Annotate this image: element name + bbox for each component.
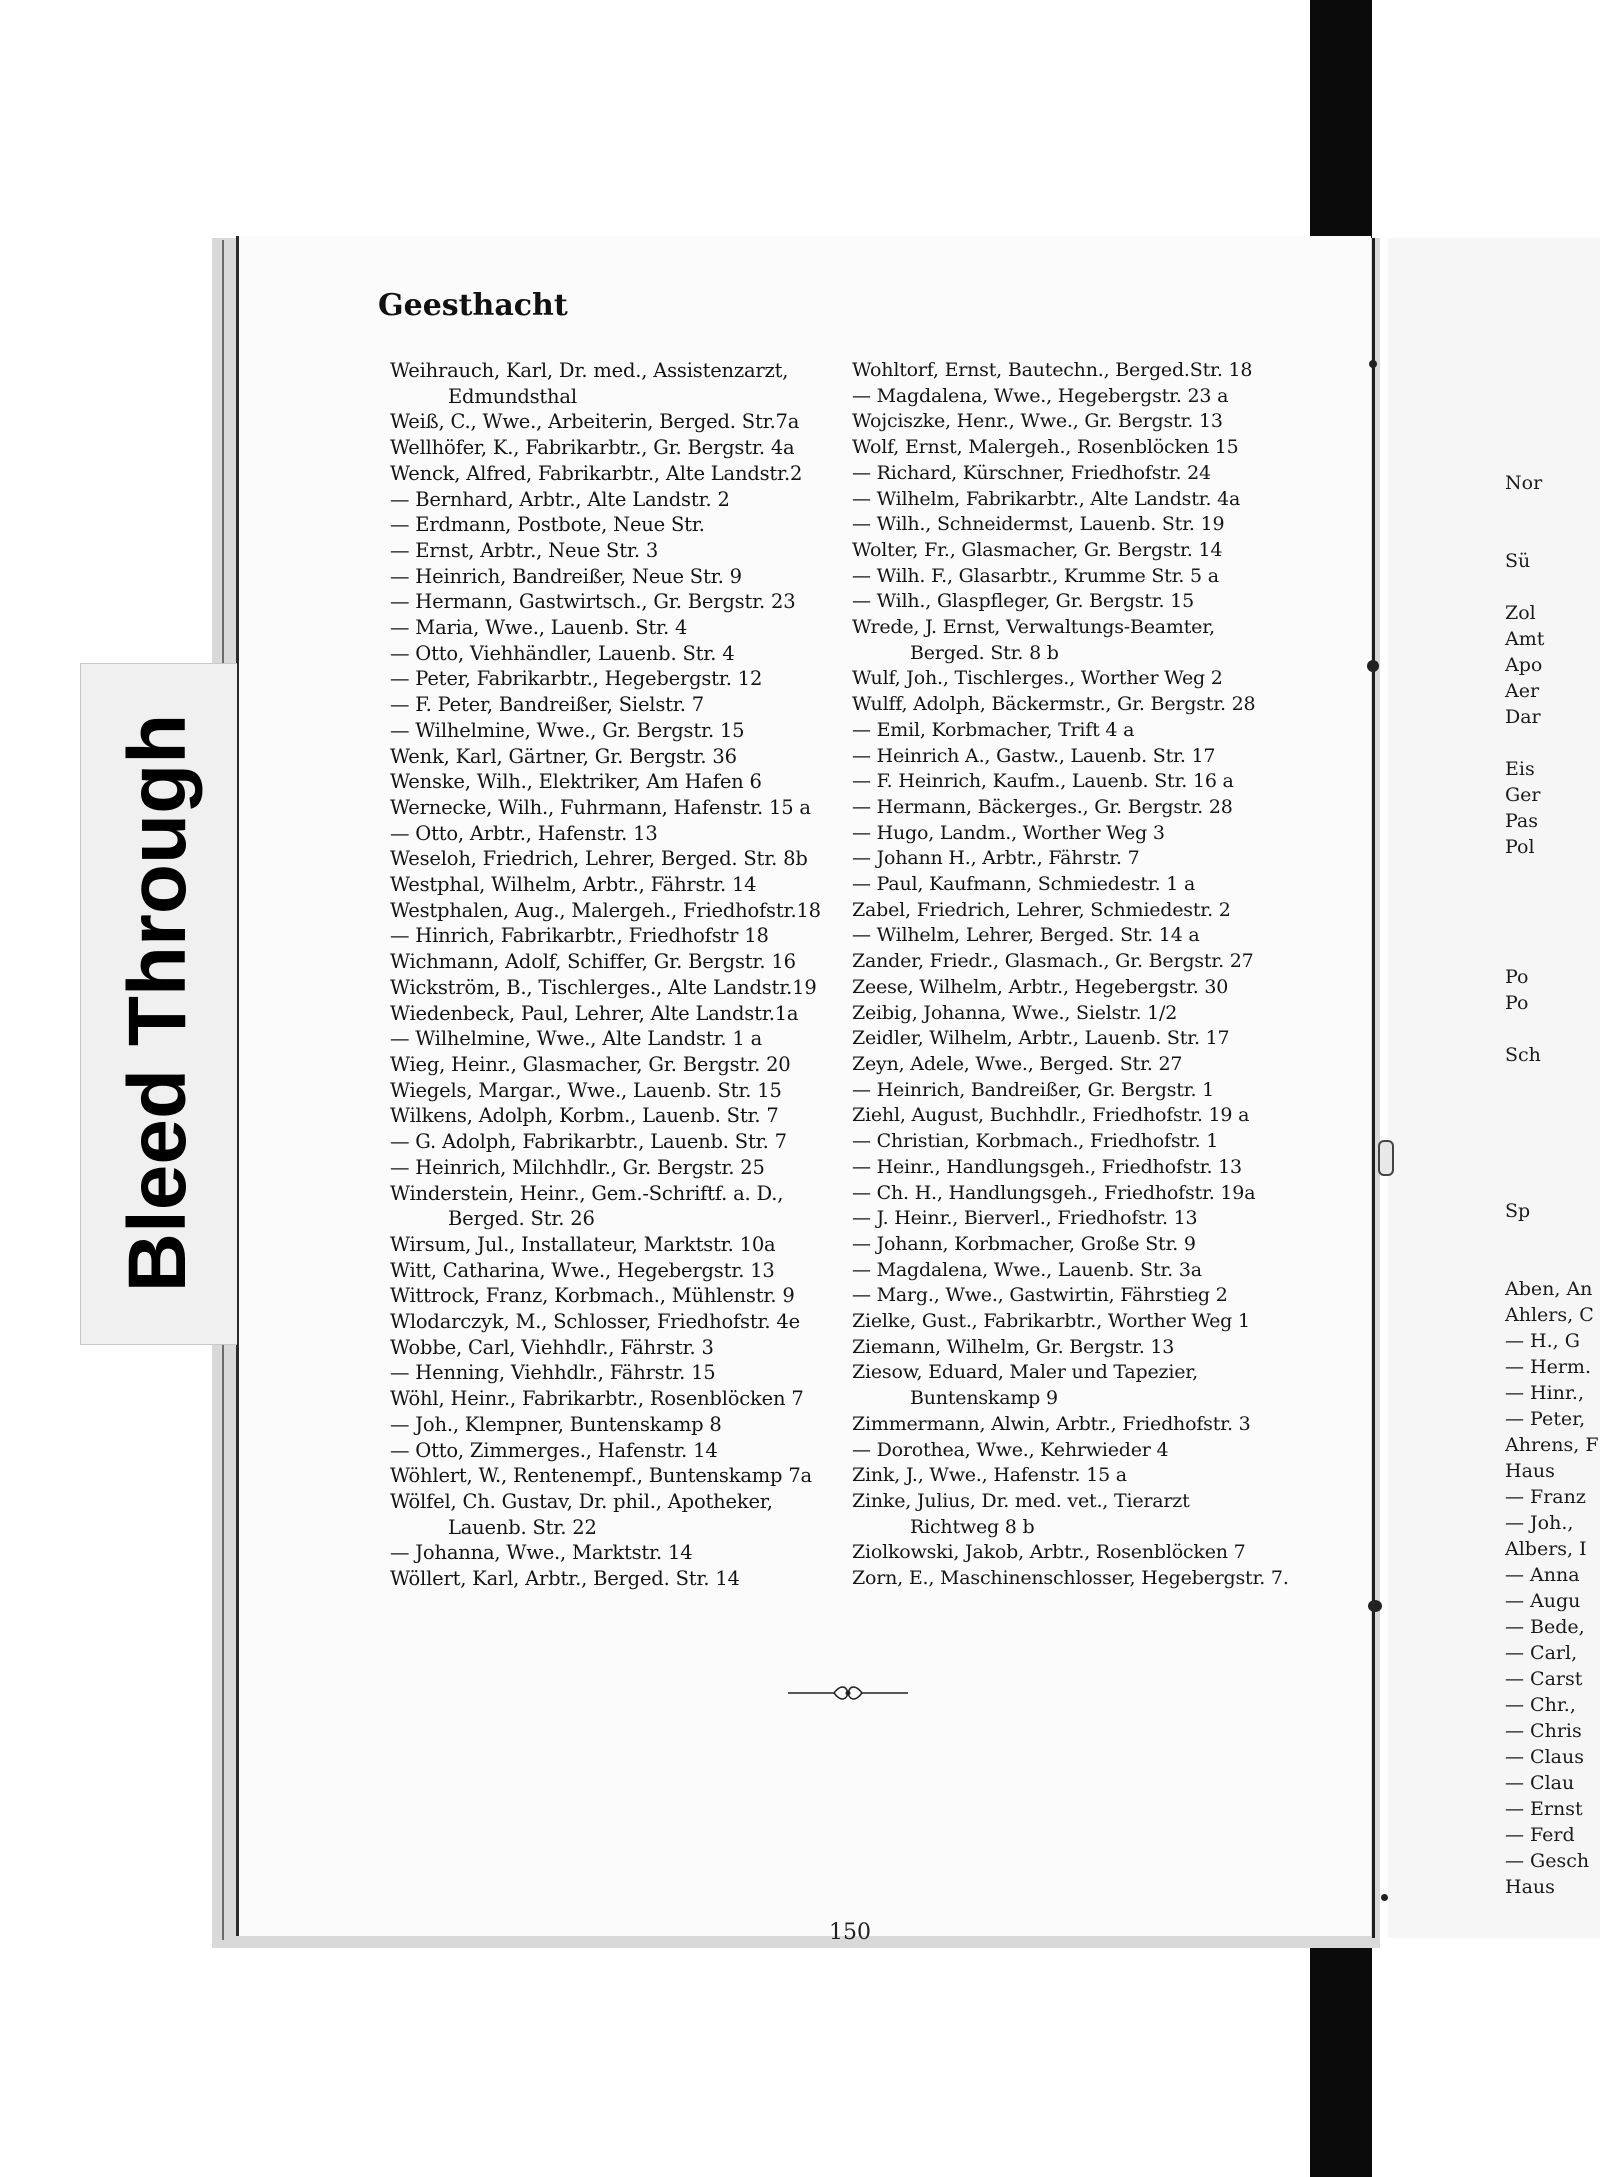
- directory-entry: Zimmermann, Alwin, Arbtr., Friedhofstr. 3: [852, 1412, 1251, 1435]
- directory-entry: — Ernst, Arbtr., Neue Str. 3: [390, 538, 659, 562]
- adjacent-page-line: — Herm.: [1505, 1356, 1591, 1378]
- directory-entry: — Hinrich, Fabrikarbtr., Friedhofstr 18: [390, 924, 769, 948]
- directory-entry: Ziehl, August, Buchhdlr., Friedhofstr. 19 a: [852, 1104, 1250, 1127]
- directory-entry: Lauenb. Str. 22: [448, 1515, 597, 1539]
- directory-entry: Westphalen, Aug., Malergeh., Friedhofstr.18: [390, 898, 821, 922]
- directory-entry: Wohltorf, Ernst, Bautechn., Berged.Str. 18: [852, 359, 1253, 381]
- directory-entry: Ziemann, Wilhelm, Gr. Bergstr. 13: [852, 1335, 1175, 1358]
- directory-entry: — Wilh., Schneidermst, Lauenb. Str. 19: [852, 513, 1225, 536]
- adjacent-page-line: — Chr.,: [1505, 1694, 1576, 1716]
- adjacent-page-line: Albers, I: [1505, 1538, 1587, 1560]
- directory-entry: Wöhlert, W., Rentenempf., Buntenskamp 7a: [390, 1464, 812, 1488]
- directory-entry: — Otto, Zimmerges., Hafenstr. 14: [390, 1438, 718, 1462]
- directory-entry: Wichmann, Adolf, Schiffer, Gr. Bergstr. 16: [390, 950, 796, 974]
- directory-entry: Westphal, Wilhelm, Arbtr., Fährstr. 14: [390, 873, 757, 897]
- directory-entry: Wellhöfer, K., Fabrikarbtr., Gr. Bergstr. 4a: [390, 436, 795, 460]
- adjacent-page-line: Po: [1505, 966, 1529, 988]
- directory-entry: Wieg, Heinr., Glasmacher, Gr. Bergstr. 20: [390, 1052, 791, 1076]
- directory-entry: Wolf, Ernst, Malergeh., Rosenblöcken 15: [852, 436, 1239, 459]
- adjacent-page-line: [1505, 522, 1600, 548]
- adjacent-page-line: Ahlers, C: [1505, 1304, 1594, 1326]
- directory-entry: Wulff, Adolph, Bäckermstr., Gr. Bergstr. 28: [852, 693, 1256, 716]
- directory-entry: — Heinrich A., Gastw., Lauenb. Str. 17: [852, 744, 1216, 767]
- directory-entry: — Wilh. F., Glasarbtr., Krumme Str. 5 a: [852, 564, 1219, 587]
- adjacent-page-line: Aben, An: [1505, 1278, 1593, 1300]
- scan-edge-bar-bottom: [1310, 1932, 1372, 2177]
- directory-entry: Zeidler, Wilhelm, Arbtr., Lauenb. Str. 17: [852, 1027, 1230, 1050]
- directory-entry: — Wilh., Glaspfleger, Gr. Bergstr. 15: [852, 590, 1195, 613]
- directory-entry: Winderstein, Heinr., Gem.-Schriftf. a. D.,: [390, 1181, 784, 1205]
- directory-entry: — Johann H., Arbtr., Fährstr. 7: [852, 847, 1140, 870]
- adjacent-page-line: — Bede,: [1505, 1616, 1585, 1638]
- directory-entry: Weihrauch, Karl, Dr. med., Assistenzarzt,: [390, 359, 789, 382]
- adjacent-page-line: Po: [1505, 992, 1529, 1014]
- adjacent-page-line: [1505, 938, 1600, 964]
- directory-entry: — Heinr., Handlungsgeh., Friedhofstr. 13: [852, 1155, 1242, 1178]
- bleed-through-label: Bleed Through: [112, 713, 203, 1293]
- adjacent-page-line: [1505, 1172, 1600, 1198]
- directory-entry: — Peter, Fabrikarbtr., Hegebergstr. 12: [390, 667, 763, 691]
- directory-entry: Wrede, J. Ernst, Verwaltungs-Beamter,: [852, 616, 1215, 639]
- directory-entry: Weiß, C., Wwe., Arbeiterin, Berged. Str.7a: [390, 410, 800, 434]
- directory-entry: — Richard, Kürschner, Friedhofstr. 24: [852, 461, 1211, 484]
- directory-entry: — Johann, Korbmacher, Große Str. 9: [852, 1232, 1196, 1255]
- binding-staple: [1378, 1140, 1394, 1176]
- directory-entry: — Christian, Korbmach., Friedhofstr. 1: [852, 1130, 1219, 1153]
- adjacent-page-line: [1505, 574, 1600, 600]
- directory-entry: — Hermann, Bäckerges., Gr. Bergstr. 28: [852, 795, 1233, 818]
- adjacent-page-line: — Clau: [1505, 1772, 1575, 1794]
- directory-entry: — Marg., Wwe., Gastwirtin, Fährstieg 2: [852, 1284, 1228, 1307]
- directory-entry: — Erdmann, Postbote, Neue Str.: [390, 513, 705, 537]
- adjacent-page-line: Pol: [1505, 836, 1535, 858]
- directory-entry: — Wilhelm, Lehrer, Berged. Str. 14 a: [852, 924, 1200, 947]
- adjacent-page-line: — Augu: [1505, 1590, 1581, 1612]
- directory-entry: Wöllert, Karl, Arbtr., Berged. Str. 14: [390, 1567, 740, 1591]
- directory-entry: Wolter, Fr., Glasmacher, Gr. Bergstr. 14: [852, 538, 1223, 561]
- adjacent-page-line: — Ernst: [1505, 1798, 1583, 1820]
- adjacent-page-line: Haus: [1505, 1460, 1555, 1482]
- directory-entry: Wöhl, Heinr., Fabrikarbtr., Rosenblöcken 7: [390, 1387, 804, 1411]
- directory-entry: Wirsum, Jul., Installateur, Marktstr. 10a: [390, 1232, 776, 1256]
- ornament-divider: [788, 1682, 908, 1704]
- directory-entry: — Dorothea, Wwe., Kehrwieder 4: [852, 1438, 1169, 1461]
- directory-entry: — J. Heinr., Bierverl., Friedhofstr. 13: [852, 1207, 1198, 1230]
- directory-entry: — F. Peter, Bandreißer, Sielstr. 7: [390, 693, 704, 717]
- directory-entry: Zeibig, Johanna, Wwe., Sielstr. 1/2: [852, 1001, 1178, 1024]
- directory-entry: Zinke, Julius, Dr. med. vet., Tierarzt: [852, 1489, 1190, 1512]
- directory-entry: Richtweg 8 b: [910, 1515, 1035, 1538]
- directory-entry: — Henning, Viehhdlr., Fährstr. 15: [390, 1361, 716, 1385]
- directory-entry: — Paul, Kaufmann, Schmiedestr. 1 a: [852, 873, 1196, 896]
- directory-entry: Wobbe, Carl, Viehhdlr., Fährstr. 3: [390, 1335, 714, 1359]
- adjacent-page-line: [1505, 912, 1600, 938]
- directory-entry: — Magdalena, Wwe., Lauenb. Str. 3a: [852, 1258, 1202, 1281]
- directory-entry: Zabel, Friedrich, Lehrer, Schmiedestr. 2: [852, 898, 1231, 921]
- directory-entry: Berged. Str. 26: [448, 1207, 595, 1231]
- adjacent-page-line: — Hinr.,: [1505, 1382, 1584, 1404]
- binding-mark: [1381, 1894, 1388, 1901]
- adjacent-page-line: — Franz: [1505, 1486, 1586, 1508]
- directory-entry: — Joh., Klempner, Buntenskamp 8: [390, 1412, 722, 1436]
- directory-entry: Edmundsthal: [448, 384, 577, 408]
- adjacent-page-line: [1505, 1250, 1600, 1276]
- directory-entry: — Ch. H., Handlungsgeh., Friedhofstr. 19a: [852, 1181, 1256, 1204]
- directory-entry: — Heinrich, Bandreißer, Neue Str. 9: [390, 564, 742, 588]
- directory-entry: — Wilhelmine, Wwe., Alte Landstr. 1 a: [390, 1027, 763, 1051]
- directory-entry: Wenck, Alfred, Fabrikarbtr., Alte Landstr.2: [390, 461, 803, 485]
- adjacent-page-line: — Anna: [1505, 1564, 1580, 1586]
- directory-entry: — G. Adolph, Fabrikarbtr., Lauenb. Str. 7: [390, 1130, 787, 1154]
- adjacent-page-line: Eis: [1505, 758, 1535, 780]
- directory-entry: — Wilhelm, Fabrikarbtr., Alte Landstr. 4a: [852, 487, 1241, 510]
- directory-entry: Ziesow, Eduard, Maler und Tapezier,: [852, 1361, 1198, 1384]
- directory-entry: — Heinrich, Bandreißer, Gr. Bergstr. 1: [852, 1078, 1215, 1101]
- adjacent-page-line: Ger: [1505, 784, 1541, 806]
- directory-entry: Wenk, Karl, Gärtner, Gr. Bergstr. 36: [390, 744, 737, 768]
- directory-entry: Wernecke, Wilh., Fuhrmann, Hafenstr. 15 a: [390, 795, 811, 819]
- directory-entry: Zander, Friedr., Glasmach., Gr. Bergstr. 27: [852, 950, 1254, 973]
- adjacent-page-line: Aer: [1505, 680, 1540, 702]
- directory-entry: — Otto, Viehhändler, Lauenb. Str. 4: [390, 641, 735, 665]
- directory-entry: Ziolkowski, Jakob, Arbtr., Rosenblöcken 7: [852, 1541, 1246, 1564]
- directory-entry: Wulf, Joh., Tischlerges., Worther Weg 2: [852, 667, 1223, 690]
- directory-entry: — Johanna, Wwe., Marktstr. 14: [390, 1541, 693, 1565]
- directory-entry: Zeyn, Adele, Wwe., Berged. Str. 27: [852, 1052, 1183, 1075]
- directory-entry: Wenske, Wilh., Elektriker, Am Hafen 6: [390, 770, 762, 794]
- adjacent-page-line: — Carst: [1505, 1668, 1583, 1690]
- adjacent-page-line: Zol: [1505, 602, 1536, 624]
- adjacent-page-line: [1505, 1224, 1600, 1250]
- directory-entry: — Emil, Korbmacher, Trift 4 a: [852, 718, 1135, 741]
- directory-entry: Berged. Str. 8 b: [910, 641, 1059, 664]
- directory-entry: Buntenskamp 9: [910, 1387, 1058, 1410]
- binding-mark: [1367, 660, 1379, 672]
- adjacent-page-line: Sp: [1505, 1200, 1531, 1222]
- adjacent-page-line: Dar: [1505, 706, 1541, 728]
- adjacent-page-line: — Gesch: [1505, 1850, 1590, 1872]
- adjacent-page-line: [1505, 1146, 1600, 1172]
- adjacent-page-line: Haus: [1505, 1876, 1555, 1898]
- adjacent-page-line: Sü: [1505, 550, 1531, 572]
- adjacent-page-line: Pas: [1505, 810, 1539, 832]
- page-number: 150: [829, 1920, 871, 1945]
- directory-entry: Zielke, Gust., Fabrikarbtr., Worther Weg 1: [852, 1310, 1250, 1333]
- scan-edge-bar-top: [1310, 0, 1372, 240]
- directory-entry: — Wilhelmine, Wwe., Gr. Bergstr. 15: [390, 718, 745, 742]
- directory-entry: Wickström, B., Tischlerges., Alte Landstr.19: [390, 975, 817, 999]
- directory-entry: Wittrock, Franz, Korbmach., Mühlenstr. 9: [390, 1284, 795, 1308]
- directory-entry: — Heinrich, Milchhdlr., Gr. Bergstr. 25: [390, 1155, 765, 1179]
- adjacent-page-line: [1505, 496, 1600, 522]
- directory-entry: Zorn, E., Maschinenschlosser, Hegebergstr. 7.: [852, 1567, 1289, 1590]
- adjacent-page-line: — Joh.,: [1505, 1512, 1574, 1534]
- directory-entry: — Magdalena, Wwe., Hegebergstr. 23 a: [852, 384, 1229, 407]
- adjacent-page-line: — Ferd: [1505, 1824, 1575, 1846]
- directory-entry: — F. Heinrich, Kaufm., Lauenb. Str. 16 a: [852, 770, 1234, 793]
- adjacent-page-line: Sch: [1505, 1044, 1541, 1066]
- adjacent-page-line: [1505, 886, 1600, 912]
- page-heading: Geesthacht: [378, 288, 568, 323]
- directory-entry: Witt, Catharina, Wwe., Hegebergstr. 13: [390, 1258, 775, 1282]
- page-gutter: [1372, 238, 1375, 1938]
- adjacent-page-line: [1505, 1120, 1600, 1146]
- directory-entry: Zink, J., Wwe., Hafenstr. 15 a: [852, 1464, 1127, 1487]
- directory-entry: Wilkens, Adolph, Korbm., Lauenb. Str. 7: [390, 1104, 779, 1128]
- directory-column-left: [390, 358, 850, 1592]
- adjacent-page-line: — Claus: [1505, 1746, 1584, 1768]
- adjacent-page-line: [1505, 730, 1600, 756]
- directory-entry: — Maria, Wwe., Lauenb. Str. 4: [390, 616, 688, 640]
- directory-entry: — Otto, Arbtr., Hafenstr. 13: [390, 821, 658, 845]
- adjacent-page-text: [1505, 470, 1600, 1900]
- adjacent-page-line: Ahrens, F: [1505, 1434, 1599, 1456]
- adjacent-page-line: — H., G: [1505, 1330, 1580, 1352]
- directory-entry: Zeese, Wilhelm, Arbtr., Hegebergstr. 30: [852, 975, 1229, 998]
- binding-mark: [1369, 360, 1377, 368]
- adjacent-page-line: — Carl,: [1505, 1642, 1578, 1664]
- adjacent-page-line: — Chris: [1505, 1720, 1582, 1742]
- adjacent-page-line: [1505, 1068, 1600, 1094]
- directory-column-right: [852, 358, 1312, 1592]
- adjacent-page-line: — Peter,: [1505, 1408, 1586, 1430]
- adjacent-page-line: Amt: [1505, 628, 1545, 650]
- directory-entry: Wojciszke, Henr., Wwe., Gr. Bergstr. 13: [852, 410, 1223, 433]
- adjacent-page-line: Apo: [1505, 654, 1543, 676]
- adjacent-page-line: [1505, 1016, 1600, 1042]
- directory-entry: Wölfel, Ch. Gustav, Dr. phil., Apotheker,: [390, 1489, 773, 1513]
- binding-mark: [1368, 1600, 1382, 1612]
- directory-entry: Wlodarczyk, M., Schlosser, Friedhofstr. 4e: [390, 1310, 800, 1334]
- adjacent-page-line: [1505, 860, 1600, 886]
- directory-entry: — Hermann, Gastwirtsch., Gr. Bergstr. 23: [390, 590, 796, 614]
- directory-entry: Wiedenbeck, Paul, Lehrer, Alte Landstr.1a: [390, 1001, 799, 1025]
- adjacent-page-line: [1505, 1094, 1600, 1120]
- directory-entry: Wiegels, Margar., Wwe., Lauenb. Str. 15: [390, 1078, 782, 1102]
- directory-entry: — Bernhard, Arbtr., Alte Landstr. 2: [390, 487, 730, 511]
- adjacent-page-line: Nor: [1505, 472, 1543, 494]
- directory-entry: — Hugo, Landm., Worther Weg 3: [852, 821, 1165, 844]
- directory-entry: Weseloh, Friedrich, Lehrer, Berged. Str. 8b: [390, 847, 808, 871]
